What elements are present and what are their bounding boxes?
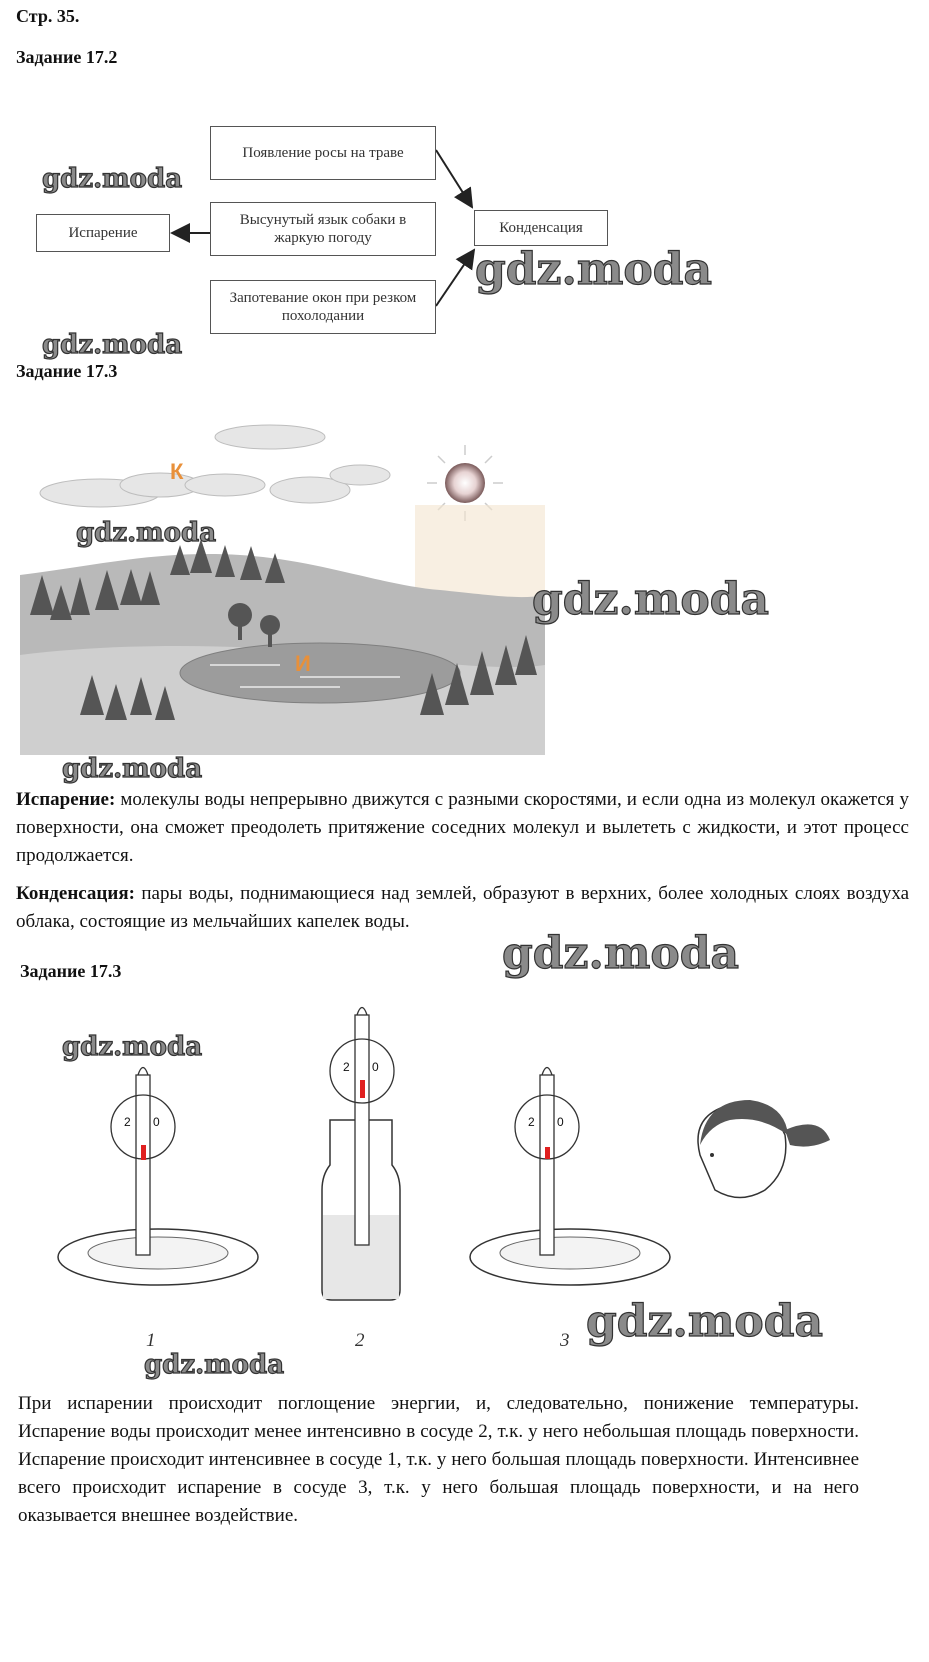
watermark: gdz.moda bbox=[475, 244, 713, 295]
task-17-3-second-title: Задание 17.3 bbox=[20, 961, 122, 981]
cloud-label-k: К bbox=[170, 459, 184, 484]
condensation-box: Конденсация bbox=[474, 210, 608, 246]
condensation-term: Конденсация: bbox=[16, 883, 135, 904]
watermark: gdz.moda bbox=[42, 330, 183, 360]
thermometer-3 bbox=[515, 1068, 579, 1256]
watermark: gdz.moda bbox=[532, 574, 770, 625]
vessel-label-2: 2 bbox=[355, 1330, 365, 1351]
scale-mark-2-vessel-3: 2 bbox=[528, 1115, 535, 1129]
watermark: gdz.moda bbox=[62, 754, 203, 784]
water-cycle-landscape bbox=[20, 415, 545, 755]
evaporation-definition bbox=[16, 786, 909, 870]
watermark: gdz.moda bbox=[42, 164, 183, 194]
dog-tongue-box: Высунутый язык собаки в жаркую погоду bbox=[210, 202, 436, 256]
arrow-windows-to-condensation bbox=[436, 250, 474, 306]
landscape-drawing bbox=[20, 415, 545, 755]
scale-mark-2-vessel-1: 2 bbox=[124, 1115, 131, 1129]
scale-mark-0-vessel-3: 0 bbox=[557, 1115, 564, 1129]
evaporation-term: Испарение: bbox=[16, 789, 116, 810]
watermark: gdz.moda bbox=[502, 928, 740, 979]
child-head bbox=[698, 1100, 830, 1198]
experiment-answer: При испарении происходит поглощение энергии, и, следовательно, понижение температуры. Испарение воды происходит менее интенсивно в сосуде 2, т.к. у него небольшая площадь поверхности. Испарение происходит интенсивнее в сосуде 1, т.к. у него большая площадь поверхности. Интенсивнее всего происходит испарение в сосуде 3, т.к. у него большая площадь поверхности, и на него оказывается внешнее воздействие. bbox=[18, 1393, 859, 1526]
evaporation-text: молекулы воды непрерывно движутся с разными скоростями, и если одна из молекул окажется у поверхности, она сможет преодолеть притяжение соседних молекул и вылететь с жидкости, и этот процесс продолжается. bbox=[16, 789, 909, 866]
vessel-3-plate bbox=[470, 1229, 670, 1285]
watermark: gdz.moda bbox=[586, 1296, 824, 1347]
foggy-windows-box: Запотевание окон при резком похолодании bbox=[210, 280, 436, 334]
arrow-dew-to-condensation bbox=[436, 150, 472, 207]
evaporation-box: Испарение bbox=[36, 214, 170, 252]
watermark: gdz.moda bbox=[62, 1032, 203, 1062]
scale-mark-2-vessel-2: 2 bbox=[343, 1060, 350, 1074]
watermark: gdz.moda bbox=[76, 518, 217, 548]
vessel-label-1: 1 bbox=[146, 1330, 156, 1351]
vessel-label-3: 3 bbox=[560, 1330, 570, 1351]
condensation-text: пары воды, поднимающиеся над землей, образуют в верхних, более холодных слоях воздуха облака, состоящие из мельчайших капелек воды. bbox=[16, 883, 910, 932]
task-17-3-title: Задание 17.3 bbox=[16, 361, 118, 381]
scale-mark-0-vessel-1: 0 bbox=[153, 1115, 160, 1129]
lake-label-i: И bbox=[295, 651, 311, 676]
vessel-1-plate bbox=[58, 1229, 258, 1285]
lake bbox=[180, 643, 460, 703]
page-label: Стр. 35. bbox=[16, 6, 80, 26]
thermometer-1 bbox=[111, 1068, 175, 1256]
scale-mark-0-vessel-2: 0 bbox=[372, 1060, 379, 1074]
task-17-2-title: Задание 17.2 bbox=[16, 47, 118, 67]
clouds bbox=[40, 425, 390, 507]
watermark: gdz.moda bbox=[144, 1350, 285, 1380]
dew-box: Появление росы на траве bbox=[210, 126, 436, 180]
condensation-definition bbox=[16, 880, 909, 936]
